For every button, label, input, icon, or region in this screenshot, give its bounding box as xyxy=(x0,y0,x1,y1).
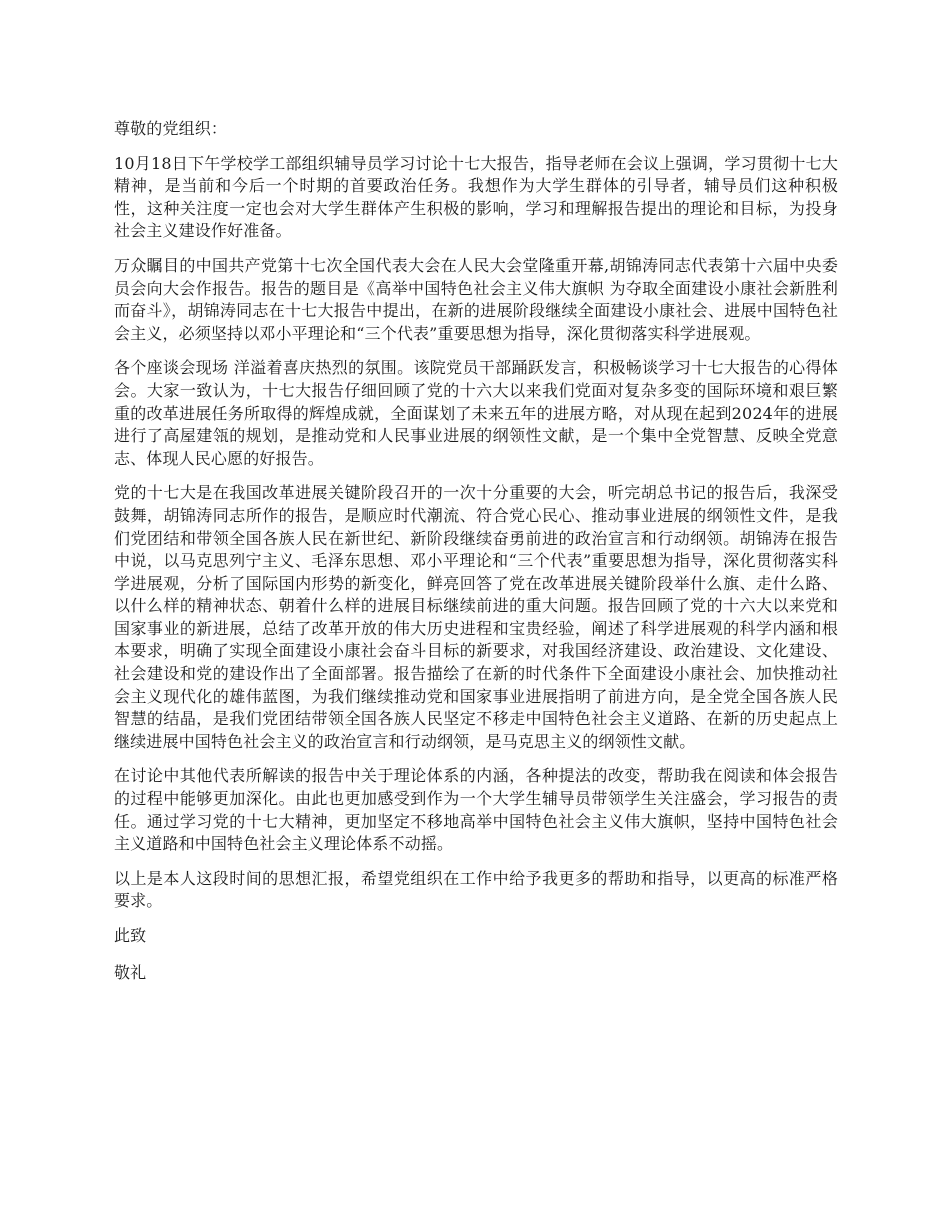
paragraph-6: 以上是本人这段时间的思想汇报，希望党组织在工作中给予我更多的帮助和指导，以更高的标准严格要求。 xyxy=(114,868,838,911)
paragraph-5: 在讨论中其他代表所解读的报告中关于理论体系的内涵，各种提法的改变，帮助我在阅读和体会报告的过程中能够更加深化。由此也更加感受到作为一个大学生辅导员带领学生关注盛会，学习报告的责任。通过学习党的十七大精神，更加坚定不移地高举中国特色社会主义伟大旗帜，坚持中国特色社会主义道路和中国特色社会主义理论体系不动摇。 xyxy=(114,766,838,854)
paragraph-1: 10月18日下午学校学工部组织辅导员学习讨论十七大报告，指导老师在会议上强调，学习贯彻十七大精神，是当前和今后一个时期的首要政治任务。我想作为大学生群体的引导者，辅导员们这种积极性，这种关注度一定也会对大学生群体产生积极的影响，学习和理解报告提出的理论和目标，为投身社会主义建设作好准备。 xyxy=(114,153,838,241)
closing-ci-zhi: 此致 xyxy=(114,926,147,945)
paragraph-3: 各个座谈会现场 洋溢着喜庆热烈的氛围。该院党员干部踊跃发言，积极畅谈学习十七大报告的心得体会。大家一致认为，十七大报告仔细回顾了党的十六大以来我们党面对复杂多变的国际环境和艰巨繁重的改革进展任务所取得的辉煌成就，全面谋划了未来五年的进展方略，对从现在起到2024年的进展进行了高屋建瓴的规划，是推动党和人民事业进展的纲领性文献，是一个集中全党智慧、反映全党意志、体现人民心愿的好报告。 xyxy=(114,358,838,468)
salutation: 尊敬的党组织： xyxy=(114,119,228,138)
closing-jing-li: 敬礼 xyxy=(114,962,147,982)
paragraph-4: 党的十七大是在我国改革进展关键阶段召开的一次十分重要的大会，听完胡总书记的报告后，我深受鼓舞，胡锦涛同志所作的报告，是顺应时代潮流、符合党心民心、推动事业进展的纲领性文件，是我们党团结和带领全国各族人民在新世纪、新阶段继续奋勇前进的政治宣言和行动纲领。胡锦涛在报告中说，以马克思列宁主义、毛泽东思想、邓小平理论和“三个代表”重要思想为指导，深化贯彻落实科学进展观，分析了国际国内形势的新变化，鲜亮回答了党在改革进展关键阶段举什么旗、走什么路、以什么样的精神状态、朝着什么样的进展目标继续前进的重大问题。报告回顾了党的十六大以来党和国家事业的新进展，总结了改革开放的伟大历史进程和宝贵经验，阐述了科学进展观的科学内涵和根本要求，明确了实现全面建设小康社会奋斗目标的新要求，对我国经济建设、政治建设、文化建设、社会建设和党的建设作出了全面部署。报告描绘了在新的时代条件下全面建设小康社会、加快推动社会主义现代化的雄伟蓝图，为我们继续推动党和国家事业进展指明了前进方向，是全党全国各族人民智慧的结晶，是我们党团结带领全国各族人民坚定不移走中国特色社会主义道路、在新的历史起点上继续进展中国特色社会主义的政治宣言和行动纲领，是马克思主义的纲领性文献。 xyxy=(114,483,838,751)
letter-body xyxy=(114,118,838,998)
paragraph-2: 万众瞩目的中国共产党第十七次全国代表大会在人民大会堂隆重开幕,胡锦涛同志代表第十六届中央委员会向大会作报告。报告的题目是《高举中国特色社会主义伟大旗帜 为夺取全面建设小康社会新胜利而奋斗》，胡锦涛同志在十七大报告中提出，在新的进展阶段继续全面建设小康社会、进展中国特色社会主义，必须坚持以邓小平理论和“三个代表”重要思想为指导，深化贯彻落实科学进展观。 xyxy=(114,255,838,343)
